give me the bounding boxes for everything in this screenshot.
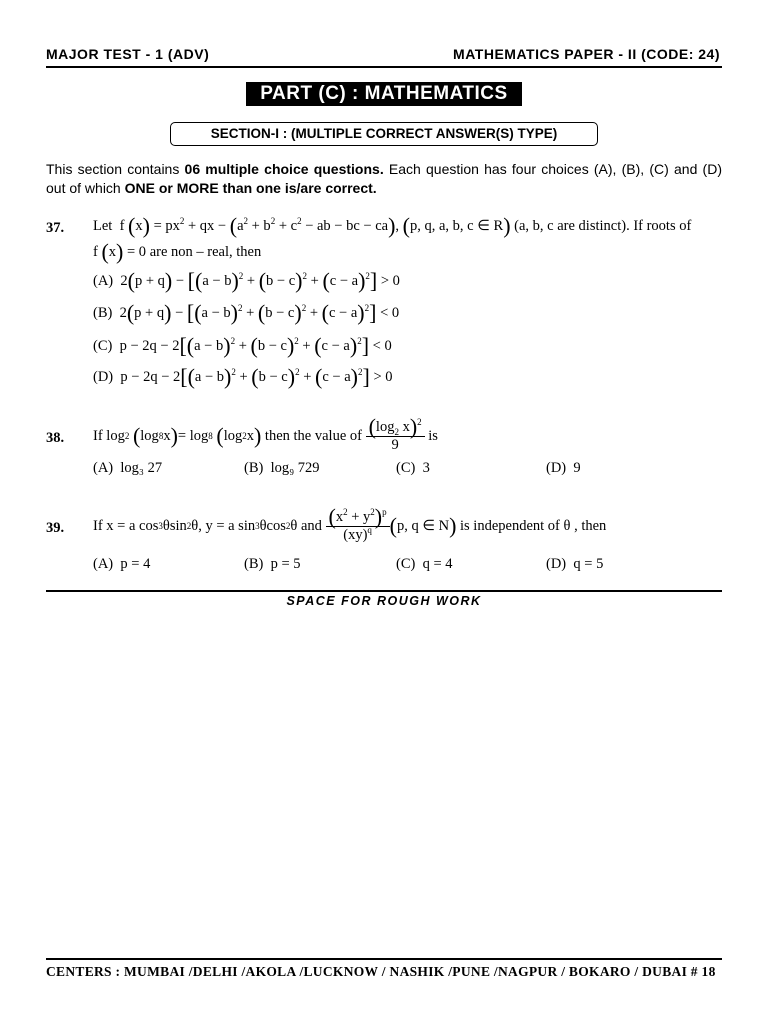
header-rule xyxy=(46,66,722,68)
question-39-option-a: (A) p = 4 xyxy=(93,556,151,572)
rough-work-rule xyxy=(46,590,722,592)
question-38-option-c: (C) 3 xyxy=(396,460,430,476)
question-39-option-d: (D) q = 5 xyxy=(546,556,604,572)
section-title: SECTION-I : (MULTIPLE CORRECT ANSWER(S) TYPE) xyxy=(170,122,598,146)
question-38-option-b: (B) log₉ 729 xyxy=(244,460,320,476)
question-39-option-b: (B) p = 5 xyxy=(244,556,301,572)
question-37-option-d: (D) $p - 2q - 2[(a - b)^2 + (b - c)^2 + (c - a)^2] > 0$ xyxy=(93,364,393,389)
question-38-option-a: (A) log₃ 27 xyxy=(93,460,163,476)
question-number-38: 38. xyxy=(46,430,65,446)
rough-work-label: SPACE FOR ROUGH WORK xyxy=(286,594,482,608)
section-instructions: This section contains 06 multiple choice questions. Each question has four choices (A), (B), (C) and (D) out of which ONE or MORE than one is/are correct. xyxy=(46,161,722,196)
question-37-stem-line2: f (x) = 0 are non – real, then xyxy=(93,239,262,264)
question-39-option-c: (C) q = 4 xyxy=(396,556,453,572)
question-37-option-c: (C) $p - 2q - 2[(a - b)^2 + (b - c)^2 + (c - a)^2] < 0$ xyxy=(93,333,392,358)
question-37-option-b: (B) $2(p + q) - [(a - b)^2 + (b - c)^2 + (c - a)^2] < 0$ xyxy=(93,300,400,325)
question-38-stem: If log 2 ( log 8 x ) = log 8 ( log 2 x ) then the value of $\frac{(\log_2 x)^2}{9}$ is xyxy=(93,413,438,453)
header-test-name: MAJOR TEST - 1 (ADV) xyxy=(46,46,210,62)
question-37-stem: Let f $(x) = px^2$ + qx − ($a^2 + b^2 + c^2$ − ab − bc − ca), (p, q, a, b, c ∈ R) (a, b, c are distinct). If roots of xyxy=(93,213,692,238)
question-37-option-a: (A) $2(p + q) - [(a - b)^2 + (b - c)^2 + (c - a)^2] > 0$ xyxy=(93,268,400,293)
question-38-option-d: (D) 9 xyxy=(546,460,581,476)
header-paper-code: MATHEMATICS PAPER - II (CODE: 24) xyxy=(453,46,720,62)
question-number-37: 37. xyxy=(46,220,65,236)
part-title: PART (C) : MATHEMATICS xyxy=(246,82,522,106)
footer-centers: CENTERS : MUMBAI /DELHI /AKOLA /LUCKNOW / NASHIK /PUNE /NAGPUR / BOKARO / DUBAI # 18 xyxy=(46,964,716,979)
footer-rule xyxy=(46,958,722,960)
question-39-stem: If x = a cos 3 θsin 2 θ, y = a sin 3 θcos 2 θ and $\frac{(x^2 + y^2)^p}{(xy)^q}$ ( p, q ∈ N ) is independent of θ , then xyxy=(93,503,607,543)
question-number-39: 39. xyxy=(46,520,65,536)
